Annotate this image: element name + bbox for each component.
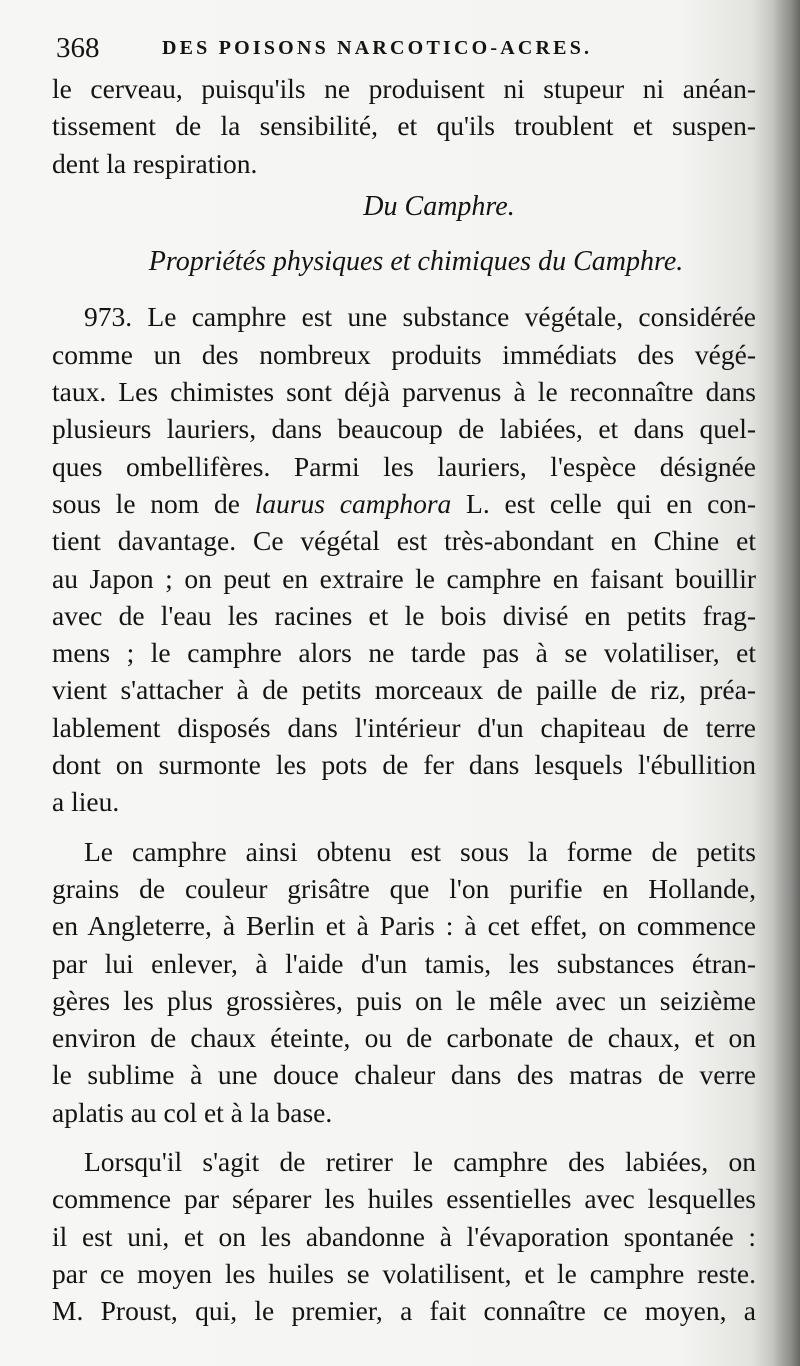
text-line: par ce moyen les huiles se volatilisent, et le camphre reste.: [52, 1257, 756, 1289]
text-line: Lorsqu'il s'agit de retirer le camphre des labiées, on: [84, 1146, 756, 1178]
page-edge-shadow: [772, 0, 800, 1366]
running-title: DES POISONS NARCOTICO-ACRES.: [162, 37, 593, 59]
paragraph-camphre-obtenu: [52, 833, 756, 1131]
page-body: [52, 70, 756, 1330]
text-line: vient s'attacher à de petits morceaux de paille de riz, préa-: [52, 674, 756, 706]
text-line: a lieu.: [52, 786, 120, 818]
text-line: environ de chaux éteinte, ou de carbonate de chaux, et on: [52, 1022, 756, 1054]
text-line: commence par séparer les huiles essentielles avec lesquelles: [52, 1183, 756, 1215]
text-line: gères les plus grossières, puis on le mêle avec un seizième: [52, 984, 756, 1016]
latin-name: laurus camphora: [254, 487, 452, 519]
subsection-heading: Propriétés physiques et chimiques du Camphre.: [148, 246, 684, 278]
text-line: il est uni, et on les abandonne à l'évaporation spontanée :: [52, 1220, 756, 1252]
text-line: Le camphre ainsi obtenu est sous la forme de petits: [84, 835, 756, 867]
text-line: le cerveau, puisqu'ils ne produisent ni stupeur ni anéan-: [52, 73, 756, 104]
text-line: dent la respiration.: [52, 147, 258, 179]
section-heading: Du Camphre.: [363, 190, 515, 222]
text-line: au Japon ; on peut en extraire le camphre en faisant bouillir: [52, 562, 756, 594]
text-line: lablement disposés dans l'intérieur d'un chapiteau de terre: [52, 711, 756, 743]
text-line: aplatis au col et à la base.: [52, 1096, 333, 1128]
paragraph-gap: [52, 821, 756, 833]
text-line: tient davantage. Ce végétal est très-abondant en Chine et: [52, 525, 756, 557]
text-line: dont on surmonte les pots de fer dans lesquels l'ébullition: [52, 749, 756, 781]
text-line: plusieurs lauriers, dans beaucoup de labiées, et dans quel-: [52, 413, 756, 445]
paragraph-gap: [52, 1131, 756, 1143]
page-header: [56, 28, 756, 68]
text-line: tissement de la sensibilité, et qu'ils troublent et suspen-: [52, 110, 756, 142]
text-line: en Angleterre, à Berlin et à Paris : à cet effet, on commence: [52, 910, 756, 942]
text-line: ques ombellifères. Parmi les lauriers, l'espèce désignée: [52, 450, 756, 482]
text-run: L. est celle qui en con-: [451, 487, 756, 519]
paragraph-973: [52, 298, 756, 820]
page-number: 368: [56, 32, 100, 64]
text-line: grains de couleur grisâtre que l'on purifie en Hollande,: [52, 872, 756, 904]
text-line: mens ; le camphre alors ne tarde pas à se volatiliser, et: [52, 637, 756, 669]
text-line: le sublime à une douce chaleur dans des matras de verre: [52, 1059, 756, 1091]
text-line: comme un des nombreux produits immédiats des végé-: [52, 338, 756, 370]
text-line: avec de l'eau les racines et le bois divisé en petits frag-: [52, 599, 756, 631]
text-run: sous le nom de: [52, 487, 255, 519]
text-line: par lui enlever, à l'aide d'un tamis, les substances étran-: [52, 947, 756, 979]
text-line: 973. Le camphre est une substance végétale, considérée: [84, 301, 756, 333]
text-line: M. Proust, qui, le premier, a fait connaître ce moyen, a: [52, 1295, 756, 1327]
text-line: taux. Les chimistes sont déjà parvenus à le reconnaître dans: [52, 376, 756, 408]
text-line: [52, 485, 756, 522]
paragraph-labiees: [52, 1143, 756, 1329]
